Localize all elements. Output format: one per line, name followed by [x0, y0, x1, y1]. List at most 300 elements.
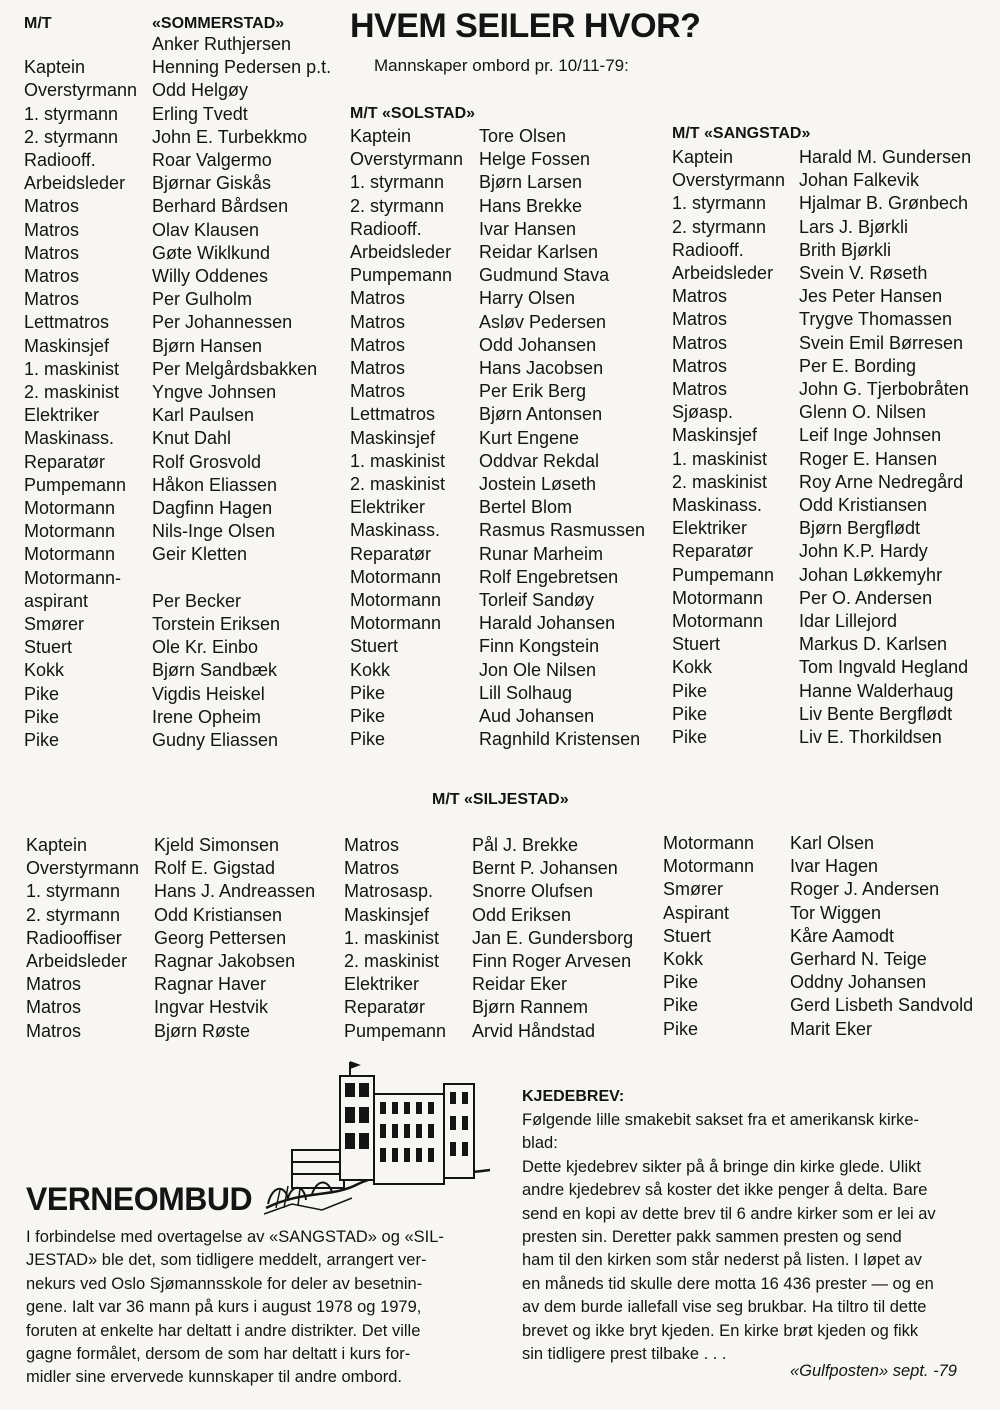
crew-row	[672, 656, 969, 679]
crew-role: Matros	[26, 974, 82, 995]
crew-role: aspirant	[24, 590, 89, 611]
crew-row	[672, 169, 920, 192]
crew-row	[24, 79, 249, 102]
crew-row	[344, 1020, 596, 1043]
crew-role: Stuert	[663, 925, 712, 946]
crew-role: Matros	[350, 311, 406, 332]
crew-row	[672, 494, 928, 517]
crew-name: Snorre Olufsen	[472, 881, 594, 902]
crew-name: Ingvar Hestvik	[154, 997, 269, 1018]
crew-role: Pumpemann	[24, 474, 127, 495]
crew-role: Smører	[24, 614, 84, 634]
crew-role: Pumpemann	[350, 265, 453, 286]
crew-role: Motormann	[663, 833, 755, 853]
crew-role: Matros	[26, 1020, 82, 1041]
crew-name: Bernt P. Johansen	[472, 858, 618, 879]
crew-row	[350, 148, 591, 171]
crew-role: Aspirant	[663, 902, 730, 923]
crew-row	[672, 471, 964, 494]
crew-role: Lettmatros	[24, 312, 110, 333]
crew-row	[350, 543, 604, 566]
crew-name: Karl Paulsen	[152, 405, 255, 426]
crew-name: Brith Bjørkli	[799, 239, 892, 260]
crew-row	[350, 566, 619, 589]
crew-row	[24, 242, 271, 265]
crew-role: Arbeidsleder	[24, 173, 126, 194]
crew-name: Jon Ole Nilsen	[479, 659, 597, 680]
crew-row	[663, 994, 974, 1017]
text-line: sin tidligere prest tilbake . . .	[522, 1345, 727, 1364]
crew-name: Gudny Eliassen	[152, 730, 279, 750]
crew-name: Per Gulholm	[152, 289, 253, 310]
crew-name: Lars J. Bjørkli	[799, 216, 909, 237]
crew-row	[24, 103, 248, 126]
crew-role: Kokk	[350, 659, 391, 680]
crew-row	[24, 683, 265, 706]
crew-row	[26, 996, 269, 1019]
crew-name: Ivar Hansen	[479, 218, 577, 239]
crew-row	[350, 635, 600, 658]
crew-row	[350, 403, 603, 426]
crew-name: Rolf Grosvold	[152, 451, 262, 472]
crew-name: Liv E. Thorkildsen	[799, 727, 942, 747]
crew-role: Maskinsjef	[24, 335, 110, 356]
crew-row	[350, 659, 597, 682]
crew-row	[26, 973, 267, 996]
crew-row	[663, 855, 879, 878]
crew-name: Per O. Andersen	[799, 587, 933, 608]
crew-name: Kurt Engene	[479, 427, 580, 448]
crew-row	[672, 262, 928, 285]
crew-row	[24, 404, 255, 427]
crew-role: Elektriker	[672, 518, 748, 539]
crew-role: Maskinass.	[672, 495, 763, 515]
crew-name: Per E. Bording	[799, 355, 917, 376]
crew-role: Pike	[672, 680, 708, 701]
text-line: foruten at enkelte har deltatt i andre distrikter. Det ville	[26, 1321, 421, 1340]
crew-name: Roger E. Hansen	[799, 448, 938, 469]
crew-row	[672, 378, 969, 401]
text-line: blad:	[522, 1134, 558, 1153]
crew-row	[24, 474, 278, 497]
crew-name: Finn Kongstein	[479, 636, 600, 657]
crew-row	[24, 381, 277, 404]
crew-role: Overstyrmann	[24, 80, 138, 101]
crew-role: Motormann-	[24, 567, 122, 588]
crew-role: Elektriker	[24, 405, 100, 426]
crew-role: Matros	[672, 286, 728, 307]
crew-row	[24, 195, 289, 218]
crew-name: Olav Klausen	[152, 219, 260, 240]
crew-name: Håkon Eliassen	[152, 474, 278, 495]
crew-name: John K.P. Hardy	[799, 541, 928, 562]
crew-name: Jostein Løseth	[479, 474, 597, 494]
crew-name: John E. Turbekkmo	[152, 126, 308, 147]
crew-name: Aud Johansen	[479, 706, 595, 726]
crew-role: Matros	[350, 358, 406, 378]
crew-row	[672, 587, 933, 610]
crew-row	[344, 880, 594, 903]
crew-role: Matrosasp.	[344, 881, 434, 902]
crew-name: Rasmus Rasmussen	[479, 520, 646, 541]
crew-role: 1. maskinist	[24, 358, 120, 379]
verneombud-title: VERNEOMBUD	[26, 1181, 253, 1217]
crew-role: 1. maskinist	[344, 927, 440, 948]
text-line: Dette kjedebrev sikter på å bringe din kirke glede. Ulikt	[522, 1157, 921, 1176]
crew-row	[672, 633, 948, 656]
crew-row	[672, 610, 898, 633]
crew-role: Elektriker	[344, 974, 420, 995]
crew-role: 1. maskinist	[672, 448, 768, 469]
crew-row	[672, 448, 938, 471]
crew-row	[24, 219, 260, 242]
crew-row	[24, 451, 262, 474]
crew-role: Motormann	[24, 521, 116, 542]
crew-row	[350, 357, 604, 380]
crew-name: Hans J. Andreassen	[154, 881, 316, 902]
crew-row	[672, 564, 943, 587]
crew-role: Matros	[24, 219, 80, 240]
crew-name: Irene Opheim	[152, 706, 262, 727]
crew-row	[350, 705, 595, 728]
crew-role: Matros	[24, 242, 80, 263]
crew-role: Radiooff.	[672, 239, 744, 260]
crew-name: Idar Lillejord	[799, 611, 898, 631]
crew-role: Smører	[663, 879, 723, 900]
crew-row	[350, 334, 597, 357]
text-line: andre kjedebrev så koster det ikke penger å delta. Bare	[522, 1181, 928, 1200]
crew-row	[672, 308, 953, 331]
crew-name: Bjørn Bergflødt	[799, 518, 921, 539]
crew-name: Markus D. Karlsen	[799, 634, 948, 655]
crew-name: Kjeld Simonsen	[154, 835, 280, 855]
crew-role: Matros	[672, 332, 728, 353]
crew-role: Pike	[663, 995, 699, 1016]
crew-name: Bjørnar Giskås	[152, 173, 272, 194]
siljestad-title: M/T «SILJESTAD»	[432, 791, 569, 808]
crew-row	[350, 287, 576, 310]
crew-name: Svein Emil Børresen	[799, 332, 964, 353]
crew-role: Pike	[24, 706, 60, 727]
crew-row	[672, 192, 969, 215]
crew-name: Runar Marheim	[479, 543, 604, 564]
kjedebrev-title: KJEDEBREV:	[522, 1088, 625, 1105]
crew-row	[672, 146, 972, 169]
crew-name: Willy Oddenes	[152, 266, 269, 286]
crew-name: Oddvar Rekdal	[479, 450, 600, 471]
crew-role: 2. maskinist	[344, 951, 440, 971]
crew-row	[24, 567, 121, 590]
crew-role: Radiooff.	[350, 218, 422, 239]
crew-role: Matros	[24, 289, 80, 310]
crew-row	[26, 927, 287, 950]
crew-role: Stuert	[24, 637, 73, 658]
crew-role: Motormann	[24, 544, 116, 565]
crew-name: Ragnar Haver	[154, 974, 267, 995]
crew-name: Berhard Bårdsen	[152, 196, 289, 217]
crew-name: Rolf E. Gigstad	[154, 858, 276, 879]
crew-row	[26, 950, 296, 973]
crew-role: Arbeidsleder	[350, 242, 452, 262]
sommerstad-ship-name: «SOMMERSTAD»	[152, 15, 285, 32]
crew-role: Kokk	[24, 660, 65, 681]
crew-row	[663, 1018, 873, 1041]
text-line: brevet og ikke bryt kjeden. En kirke brøt kjeden og fikk	[522, 1321, 919, 1340]
crew-name: Ivar Hagen	[790, 856, 879, 877]
crew-name: Bjørn Sandbæk	[152, 660, 278, 681]
crew-role: 1. maskinist	[350, 450, 446, 471]
crew-role: Kokk	[672, 657, 713, 678]
crew-row	[663, 902, 882, 925]
crew-name: Oddny Johansen	[790, 972, 927, 993]
crew-row	[24, 659, 278, 682]
crew-name: Bjørn Rannem	[472, 997, 589, 1018]
crew-name: Per Becker	[152, 590, 242, 611]
crew-role: Reparatør	[24, 451, 106, 472]
crew-name: Bjørn Larsen	[479, 172, 583, 193]
crew-row	[672, 216, 909, 239]
text-line: nekurs ved Oslo Sjømannsskole for deler av besetnin-	[26, 1274, 423, 1293]
crew-name: Hans Jacobsen	[479, 358, 604, 378]
kjedebrev-source: «Gulfposten» sept. -79	[790, 1362, 957, 1380]
crew-name: Trygve Thomassen	[799, 309, 953, 330]
crew-role: Pike	[672, 703, 708, 724]
crew-name: Lill Solhaug	[479, 682, 573, 703]
crew-role: Matros	[350, 334, 406, 355]
crew-role: Motormann	[350, 613, 442, 634]
crew-row	[350, 473, 597, 496]
crew-row	[350, 195, 583, 218]
crew-row	[350, 380, 587, 403]
crew-role: Maskinsjef	[344, 904, 430, 925]
crew-row	[24, 288, 253, 311]
crew-role: Maskinsjef	[672, 425, 758, 446]
crew-name: Tor Wiggen	[790, 902, 882, 923]
crew-name: Tom Ingvald Hegland	[799, 657, 969, 678]
crew-role: Matros	[24, 266, 80, 286]
crew-row	[24, 265, 269, 288]
crew-name: Jes Peter Hansen	[799, 286, 943, 307]
crew-name: Svein V. Røseth	[799, 263, 928, 283]
crew-name: Reidar Eker	[472, 974, 568, 995]
crew-name: Bertel Blom	[479, 497, 573, 518]
crew-name: Dagfinn Hagen	[152, 498, 273, 518]
crew-role: Matros	[24, 196, 80, 217]
crew-row	[663, 925, 895, 948]
text-line: gagne formålet, dersom de som har deltatt i kurs for-	[26, 1345, 411, 1364]
crew-row	[350, 218, 577, 241]
crew-row	[24, 613, 281, 636]
crew-row	[344, 927, 634, 950]
crew-name: Asløv Pedersen	[479, 311, 607, 332]
crew-name: Henning Pedersen p.t.	[152, 57, 332, 78]
crew-role: 2. maskinist	[350, 474, 446, 494]
crew-row	[350, 171, 583, 194]
crew-role: Maskinsjef	[350, 427, 436, 448]
crew-role: Arbeidsleder	[672, 263, 774, 283]
crew-name: Liv Bente Bergflødt	[799, 703, 953, 724]
crew-row	[24, 497, 273, 520]
crew-row	[672, 285, 943, 308]
crew-name: Odd Helgøy	[152, 80, 249, 101]
crew-name: Gerd Lisbeth Sandvold	[790, 995, 974, 1016]
crew-row	[350, 264, 610, 287]
verneombud-text	[26, 1226, 492, 1390]
crew-row	[350, 728, 641, 751]
crew-row	[344, 857, 618, 880]
crew-name: Georg Pettersen	[154, 927, 287, 948]
crew-name: Geir Kletten	[152, 544, 248, 565]
crew-row	[663, 832, 875, 855]
crew-role: Pike	[350, 682, 386, 703]
crew-row	[663, 948, 927, 971]
crew-row	[672, 726, 942, 749]
crew-role: Matros	[350, 288, 406, 309]
crew-name: Odd Eriksen	[472, 904, 572, 925]
text-line: I forbindelse med overtagelse av «SANGSTAD» og «SIL-	[26, 1228, 444, 1246]
crew-role: Pike	[350, 706, 386, 726]
crew-role: Radiooff.	[24, 150, 96, 170]
crew-row	[672, 703, 953, 726]
crew-row	[24, 520, 276, 543]
crew-name: Roger J. Andersen	[790, 879, 940, 900]
crew-role: Matros	[344, 835, 400, 855]
crew-name: Gudmund Stava	[479, 265, 610, 286]
page-title: HVEM SEILER HVOR?	[350, 7, 701, 45]
crew-row	[350, 427, 580, 450]
crew-role: Kaptein	[24, 57, 86, 78]
crew-role: Reparatør	[672, 541, 754, 562]
crew-name: Anker Ruthjersen	[152, 34, 292, 54]
crew-name: Johan Løkkemyhr	[799, 564, 943, 585]
crew-role: Pike	[24, 683, 60, 704]
sangstad-title: M/T «SANGSTAD»	[672, 125, 811, 142]
crew-row	[672, 540, 928, 563]
crew-row	[24, 729, 279, 752]
text-line: presten sin. Deretter pakk sammen presten og send	[522, 1228, 902, 1247]
crew-row	[350, 682, 573, 705]
crew-name: Yngve Johnsen	[152, 382, 277, 402]
crew-role: Sjøasp.	[672, 402, 734, 423]
crew-role: Kaptein	[26, 835, 88, 855]
crew-row	[24, 427, 232, 450]
crew-role: 1. styrmann	[24, 103, 119, 124]
crew-name: Odd Kristiansen	[799, 495, 928, 515]
crew-name: Rolf Engebretsen	[479, 566, 619, 587]
crew-row	[344, 950, 632, 973]
crew-row	[344, 973, 568, 996]
crew-name: Gøte Wiklkund	[152, 242, 271, 263]
crew-row	[24, 335, 263, 358]
crew-row	[672, 424, 942, 447]
crew-name: Vigdis Heiskel	[152, 683, 265, 704]
crew-role: Pike	[350, 729, 386, 750]
crew-role: Matros	[672, 309, 728, 330]
crew-role: 1. styrmann	[26, 881, 121, 902]
sommerstad-mt-label: M/T	[24, 15, 52, 32]
crew-row	[24, 56, 332, 79]
crew-role: Elektriker	[350, 497, 426, 518]
text-line: gene. Ialt var 36 mann på kurs i august 1978 og 1979,	[26, 1298, 422, 1317]
crew-role: 2. maskinist	[672, 471, 768, 492]
crew-name: Gerhard N. Teige	[790, 949, 927, 969]
crew-row	[350, 496, 573, 519]
crew-name: Karl Olsen	[790, 833, 875, 853]
crew-row	[663, 971, 927, 994]
crew-role: Motormann	[672, 587, 764, 608]
crew-role: Reparatør	[350, 543, 432, 564]
crew-role: 2. styrmann	[26, 904, 121, 925]
crew-role: Reparatør	[344, 997, 426, 1018]
crew-name: Finn Roger Arvesen	[472, 951, 632, 971]
crew-role: Matros	[672, 379, 728, 399]
crew-row	[24, 126, 308, 149]
kjedebrev-text	[522, 1109, 984, 1366]
crew-name: Odd Kristiansen	[154, 904, 283, 925]
crew-row	[672, 517, 921, 540]
crew-role: Arbeidsleder	[26, 951, 128, 971]
crew-name: Ragnar Jakobsen	[154, 951, 296, 971]
crew-role: Maskinass.	[24, 428, 115, 449]
crew-row	[350, 125, 567, 148]
crew-name: Torstein Eriksen	[152, 614, 281, 634]
crew-row	[672, 680, 954, 703]
crew-name: Erling Tvedt	[152, 103, 248, 124]
page-subtitle: Mannskaper ombord pr. 10/11-79:	[374, 56, 629, 75]
crew-role: 1. styrmann	[672, 193, 767, 214]
crew-role: Lettmatros	[350, 404, 436, 425]
crew-row	[24, 149, 272, 172]
crew-name: Torleif Sandøy	[479, 590, 595, 610]
crew-role: 2. maskinist	[24, 382, 120, 402]
crew-name: Jan E. Gundersborg	[472, 927, 634, 948]
crew-row	[26, 904, 283, 927]
crew-name: Nils-Inge Olsen	[152, 521, 276, 542]
crew-name: Marit Eker	[790, 1018, 873, 1039]
crew-row	[350, 519, 646, 542]
text-line: av dem burde iallefall vise seg brukbar. Ha tiltro til dette	[522, 1298, 927, 1317]
text-line: Følgende lille smakebit sakset fra et amerikansk kirke-	[522, 1111, 920, 1129]
crew-role: Kokk	[663, 949, 704, 969]
crew-role: Motormann	[350, 590, 442, 610]
crew-row	[344, 904, 572, 927]
crew-name: Hjalmar B. Grønbech	[799, 193, 969, 214]
text-line: JESTAD» ble det, som tidligere meddelt, arrangert ver-	[26, 1251, 427, 1270]
crew-role: Pike	[24, 730, 60, 750]
text-line: send en kopi av dette brev til 6 andre kirker som er lei av	[522, 1204, 936, 1223]
text-line: en måneds tid skulle dere motta 16 436 prester — og en	[522, 1274, 934, 1293]
crew-row	[350, 311, 607, 334]
crew-role: Motormann	[24, 498, 116, 518]
crew-role: Pike	[663, 1018, 699, 1039]
crew-name: Roy Arne Nedregård	[799, 471, 964, 492]
crew-role: Motormann	[663, 856, 755, 877]
crew-name: Leif Inge Johnsen	[799, 425, 942, 446]
crew-name: Per Erik Berg	[479, 381, 587, 402]
crew-name: Ragnhild Kristensen	[479, 729, 641, 750]
crew-name: Ole Kr. Einbo	[152, 637, 259, 658]
crew-row	[24, 543, 248, 566]
crew-name: Per Johannessen	[152, 312, 293, 333]
crew-name: Bjørn Hansen	[152, 335, 263, 356]
solstad-title: M/T «SOLSTAD»	[350, 105, 476, 122]
school-building-illustration	[262, 1058, 494, 1218]
crew-name: Glenn O. Nilsen	[799, 402, 927, 423]
crew-row	[24, 706, 262, 729]
crew-row	[350, 589, 595, 612]
crew-row	[663, 878, 940, 901]
crew-name: Bjørn Røste	[154, 1020, 251, 1041]
